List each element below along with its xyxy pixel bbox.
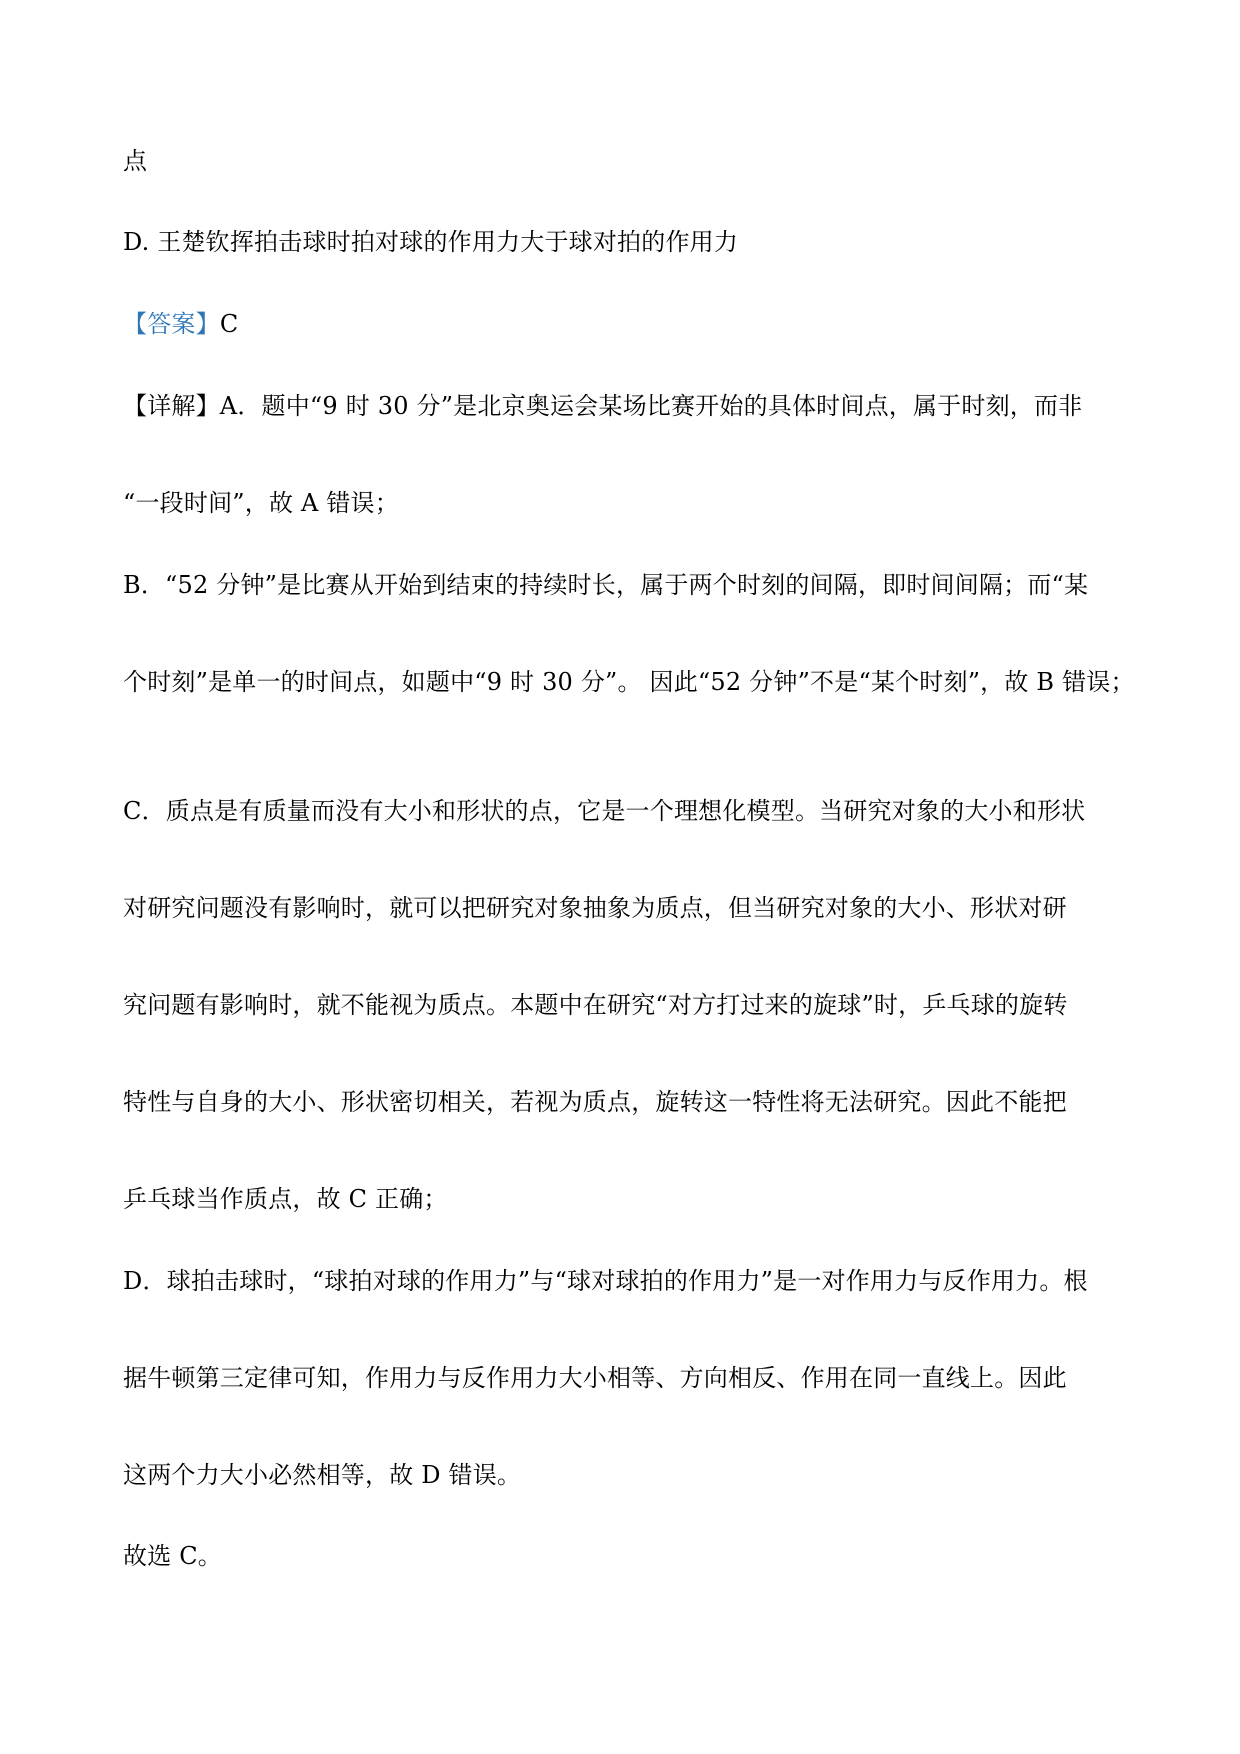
final-answer: 故选 C。	[123, 1542, 222, 1570]
answer-value: C	[219, 310, 239, 338]
explanation-d-line-1: D．球拍击球时，“球拍对球的作用力”与“球对球拍的作用力”是一对作用力与反作用力。根	[123, 1267, 1088, 1295]
explanation-c-line-4: 特性与自身的大小、形状密切相关，若视为质点，旋转这一特性将无法研究。因此不能把	[123, 1088, 1067, 1116]
explanation-c-line-2: 对研究问题没有影响时，就可以把研究对象抽象为质点，但当研究对象的大小、形状对研	[123, 894, 1067, 922]
explanation-b-line-1: B．“52 分钟”是比赛从开始到结束的持续时长，属于两个时刻的间隔，即时间间隔；而“某	[123, 571, 1089, 599]
option-d: D. 王楚钦挥拍击球时拍对球的作用力大于球对拍的作用力	[123, 228, 739, 256]
explanation-d-line-2: 据牛顿第三定律可知，作用力与反作用力大小相等、方向相反、作用在同一直线上。因此	[123, 1364, 1067, 1392]
answer-label: 【答案】	[123, 310, 220, 338]
answer-line	[123, 308, 238, 340]
explanation-a-line-2: “一段时间”，故 A 错误；	[123, 489, 399, 517]
explanation-a-line-1: 【详解】A．题中“9 时 30 分”是北京奥运会某场比赛开始的具体时间点，属于时刻，而非	[123, 392, 1083, 420]
option-c-continuation: 点	[123, 147, 148, 175]
explanation-d-line-3: 这两个力大小必然相等，故 D 错误。	[123, 1461, 522, 1489]
explanation-b-line-2: 个时刻”是单一的时间点，如题中“9 时 30 分”。 因此“52 分钟”不是“某个时刻”，故 B 错误；	[123, 668, 1135, 696]
explanation-c-line-1: C．质点是有质量而没有大小和形状的点，它是一个理想化模型。当研究对象的大小和形状	[123, 797, 1086, 825]
explanation-c-line-5: 乒乓球当作质点，故 C 正确；	[123, 1185, 448, 1213]
explanation-c-line-3: 究问题有影响时，就不能视为质点。本题中在研究“对方打过来的旋球”时，乒乓球的旋转	[123, 991, 1068, 1019]
